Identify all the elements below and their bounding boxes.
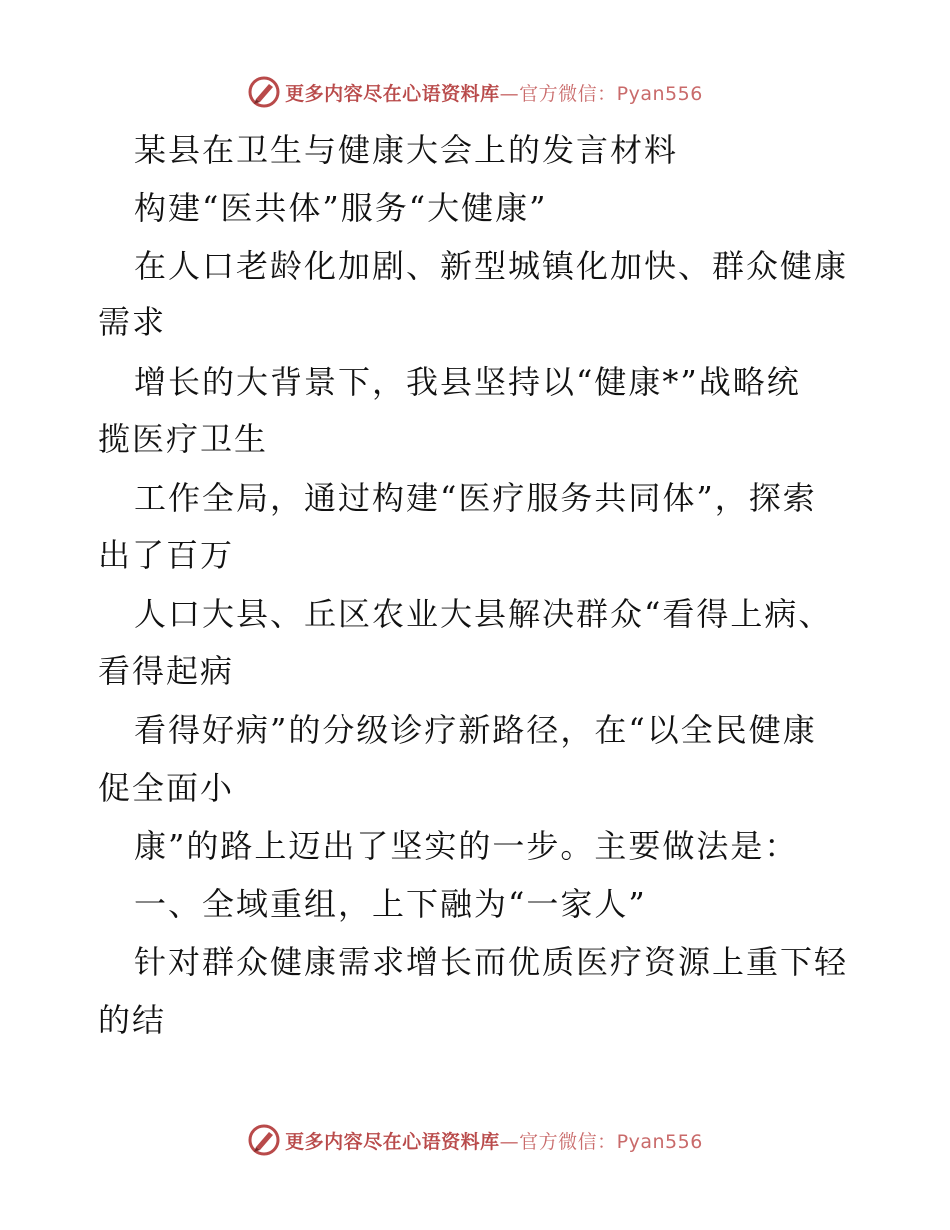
header-banner xyxy=(0,72,950,112)
paragraph-line: 揽医疗卫生 xyxy=(98,420,269,458)
brand-logo-icon xyxy=(247,75,281,109)
paragraph-line: 针对群众健康需求增长而优质医疗资源上重下轻 xyxy=(134,943,849,981)
brand-logo-icon xyxy=(247,1123,281,1157)
paragraph-line: 的结 xyxy=(98,1001,167,1039)
header-banner-text: 更多内容尽在心语资料库—官方微信：Pyan556 xyxy=(285,82,703,105)
paragraph-line: 看得好病”的分级诊疗新路径，在“以全民健康 xyxy=(134,711,817,749)
paragraph-line: 看得起病 xyxy=(98,652,235,690)
paragraph-line: 在人口老龄化加剧、新型城镇化加快、群众健康 xyxy=(134,247,849,285)
paragraph-line: 出了百万 xyxy=(98,536,235,574)
document-subtitle: 构建“医共体”服务“大健康” xyxy=(134,189,548,227)
footer-banner xyxy=(0,1120,950,1160)
paragraph-line: 需求 xyxy=(98,303,167,341)
paragraph-line: 促全面小 xyxy=(98,769,235,807)
paragraph-line: 康”的路上迈出了坚实的一步。主要做法是： xyxy=(134,827,799,865)
footer-banner-text: 更多内容尽在心语资料库—官方微信：Pyan556 xyxy=(285,1130,703,1153)
document-title: 某县在卫生与健康大会上的发言材料 xyxy=(134,131,679,169)
section-heading: 一、全域重组，上下融为“一家人” xyxy=(134,885,647,923)
paragraph-line: 增长的大背景下，我县坚持以“健康*”战略统 xyxy=(134,363,801,401)
paragraph-line: 工作全局，通过构建“医疗服务共同体”，探索 xyxy=(134,479,817,517)
paragraph-line: 人口大县、丘区农业大县解决群众“看得上病、 xyxy=(134,595,833,633)
